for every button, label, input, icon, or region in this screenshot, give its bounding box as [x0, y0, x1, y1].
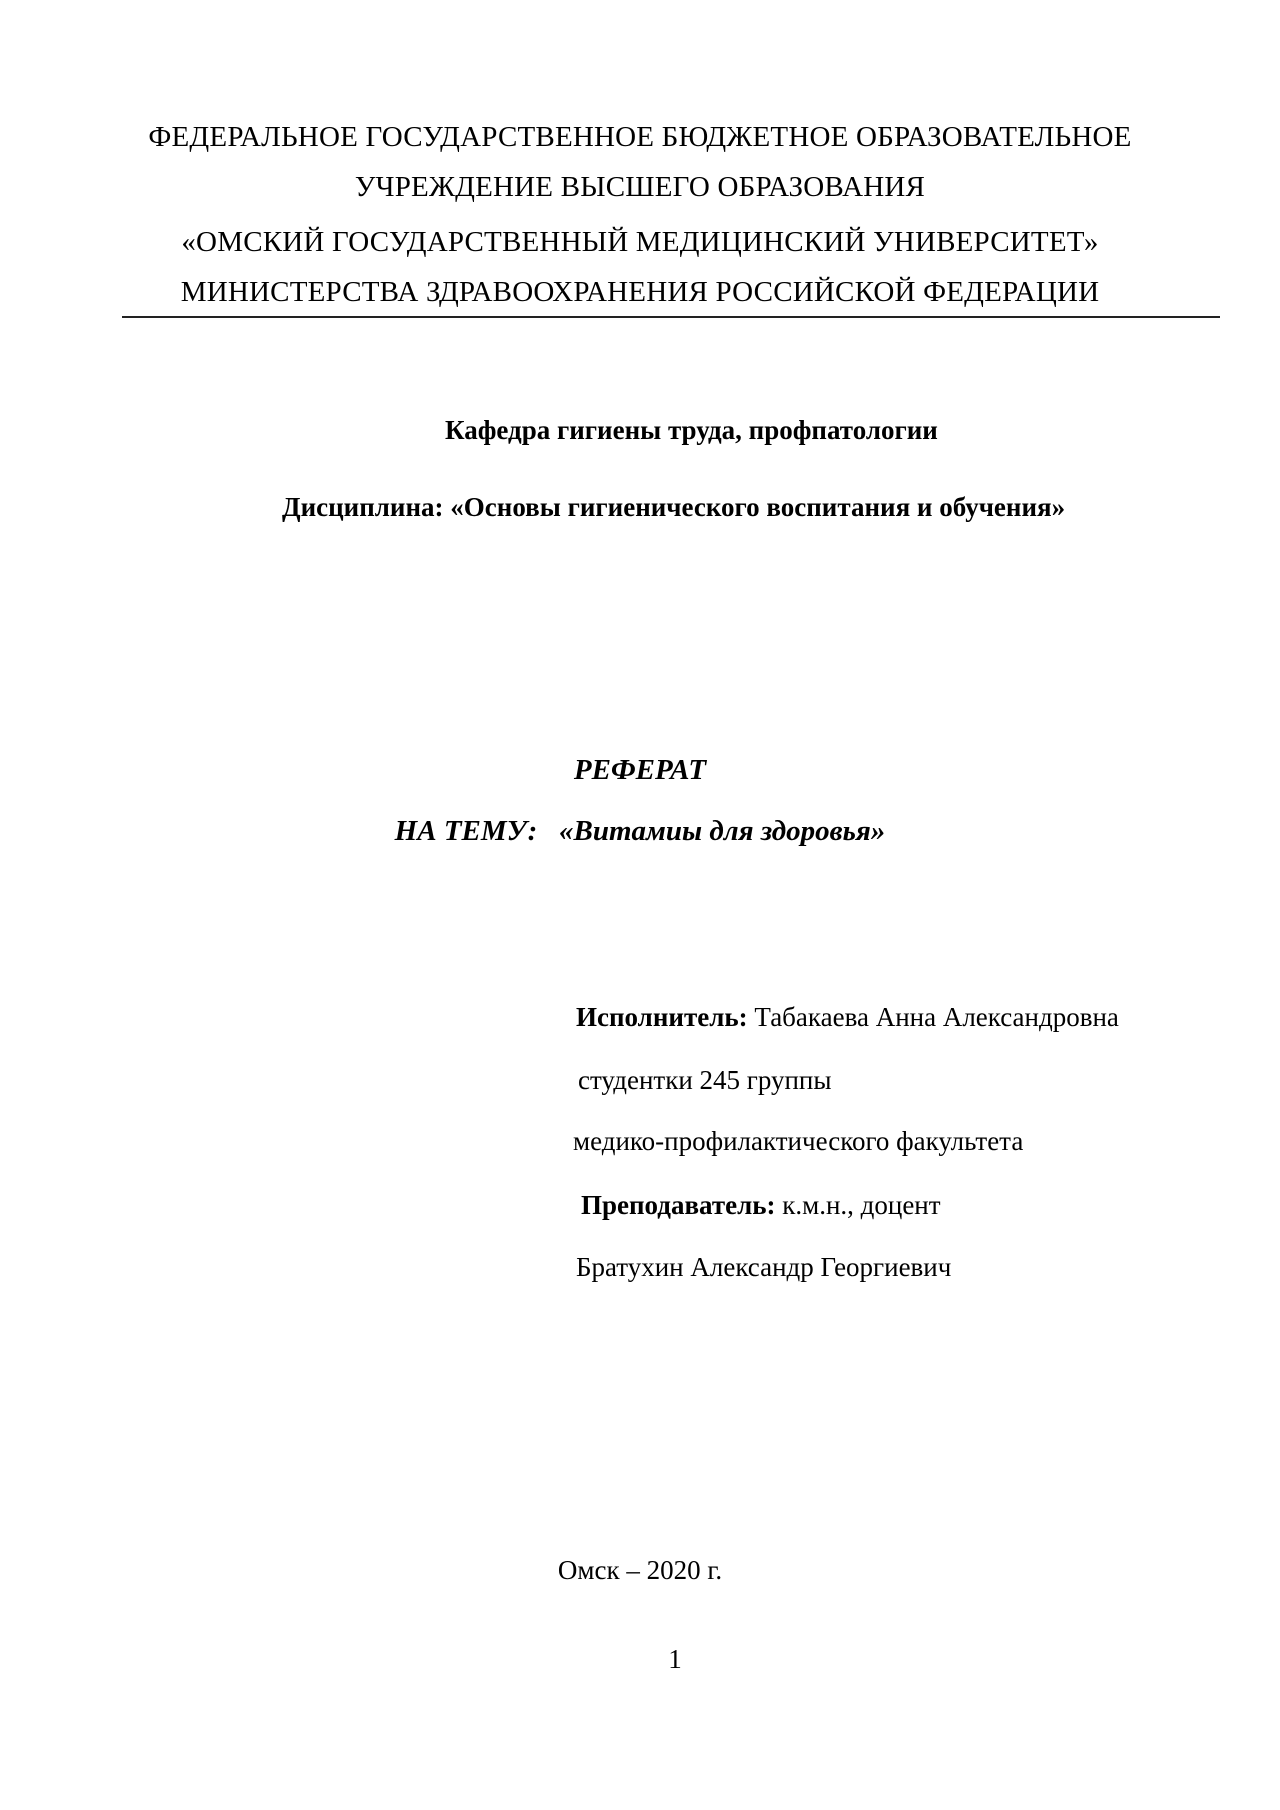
topic-text: «Витамиы для здоровья» [558, 815, 886, 847]
city-year: Омск – 2020 г. [557, 1555, 723, 1585]
discipline-title: Дисциплина: «Основы гигиенического воспитания и обучения» [282, 492, 1066, 522]
header-line-1: ФЕДЕРАЛЬНОЕ ГОСУДАРСТВЕННОЕ БЮДЖЕТНОЕ ОБРАЗОВАТЕЛЬНОЕ [148, 121, 1132, 153]
author-name: Табакаева Анна Александровна [754, 1002, 1119, 1032]
header-line-3: «ОМСКИЙ ГОСУДАРСТВЕННЫЙ МЕДИЦИНСКИЙ УНИВЕРСИТЕТ» [181, 226, 1099, 258]
teacher-name: Братухин Александр Георгиевич [576, 1252, 952, 1282]
header-divider [122, 316, 1220, 318]
topic-prefix: НА ТЕМУ: [394, 815, 538, 847]
author-line [576, 1002, 1119, 1033]
author-faculty: медико-профилактического факультета [573, 1126, 1024, 1156]
header-line-4: МИНИСТЕРСТВА ЗДРАВООХРАНЕНИЯ РОССИЙСКОЙ ФЕДЕРАЦИИ [180, 276, 1100, 308]
teacher-line [581, 1190, 941, 1221]
teacher-label: Преподаватель: [581, 1190, 776, 1220]
teacher-degree: к.м.н., доцент [782, 1190, 941, 1220]
document-type: РЕФЕРАТ [573, 754, 707, 786]
header-line-2: УЧРЕЖДЕНИЕ ВЫСШЕГО ОБРАЗОВАНИЯ [354, 171, 926, 203]
department-title: Кафедра гигиены труда, профпатологии [445, 415, 938, 445]
page-number: 1 [668, 1644, 682, 1674]
author-group: студентки 245 группы [578, 1065, 832, 1095]
author-label: Исполнитель: [576, 1002, 748, 1032]
document-topic [0, 815, 1280, 848]
